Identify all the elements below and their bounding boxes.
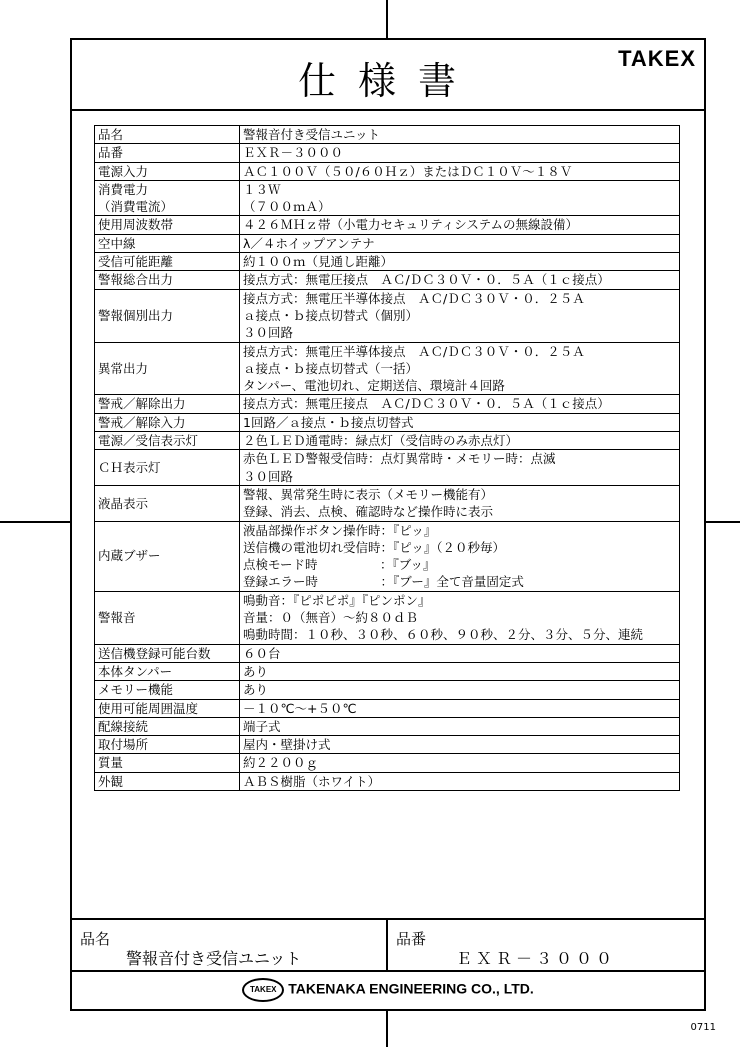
spec-label-line: ＣＨ表示灯: [98, 459, 161, 475]
crop-mark-top: [386, 0, 388, 38]
spec-label-line: 液晶表示: [98, 495, 149, 511]
spec-row: [95, 271, 680, 289]
spec-label: [95, 591, 240, 644]
spec-label-line: 品番: [98, 145, 124, 161]
spec-label-line: 送信機登録可能台数: [98, 645, 211, 661]
spec-label: [95, 699, 240, 717]
spec-label-line: 電源入力: [98, 163, 149, 179]
company-line: [70, 978, 706, 1002]
spec-row: [95, 699, 680, 717]
spec-value: [240, 413, 680, 431]
spec-row: [95, 395, 680, 413]
spec-value-line: ４２６ＭＨｚ帯（小電力セキュリティシステムの無線設備）: [243, 217, 579, 233]
spec-row: [95, 450, 680, 486]
spec-label-line: 内蔵ブザー: [98, 548, 161, 564]
spec-label-line: 本体タンパー: [98, 663, 173, 679]
spec-value: [240, 234, 680, 252]
spec-value-line: 音量：０（無音）～約８０ｄＢ: [243, 610, 419, 626]
spec-row: [95, 662, 680, 680]
spec-table: [94, 125, 680, 791]
document-code: 0711: [690, 1022, 716, 1033]
spec-label: [95, 413, 240, 431]
spec-label-line: 異常出力: [98, 360, 149, 376]
spec-value: [240, 662, 680, 680]
crop-mark-bottom: [386, 1011, 388, 1047]
spec-value: [240, 432, 680, 450]
brand-logo: TAKEX: [618, 46, 696, 71]
spec-value: [240, 681, 680, 699]
spec-label: [95, 216, 240, 234]
spec-row: [95, 144, 680, 162]
spec-row: [95, 180, 680, 216]
spec-value-line: 液晶部操作ボタン操作時：『ピッ』: [243, 522, 437, 538]
spec-value-line: ａ接点・ｂ接点切替式（個別）: [243, 307, 419, 323]
spec-label-line: 使用周波数帯: [98, 217, 174, 233]
spec-value: [240, 289, 680, 342]
spec-row: [95, 521, 680, 591]
spec-row: [95, 253, 680, 271]
spec-value-line: タンパー、電池切れ、定期送信、環境計４回路: [243, 378, 505, 394]
footer-number-box: [386, 918, 706, 972]
spec-label: [95, 180, 240, 216]
spec-label-line: 外観: [98, 773, 124, 789]
spec-value: [240, 736, 680, 754]
spec-value-line: 接点方式：無電圧接点 ＡＣ/ＤＣ３０Ｖ・０．５Ａ（１ｃ接点）: [243, 396, 610, 412]
spec-value: [240, 271, 680, 289]
spec-label-line: 品名: [98, 127, 124, 142]
spec-value: [240, 216, 680, 234]
spec-value-line: 約１００ｍ（見通し距離）: [243, 254, 394, 270]
spec-label: [95, 162, 240, 180]
spec-value-line: ＡＣ１００Ｖ（５０/６０Ｈｚ）またはＤＣ１０Ｖ～１８Ｖ: [243, 163, 573, 179]
spec-value: [240, 450, 680, 486]
title-row: [72, 40, 704, 111]
spec-value-line: 1回路／ａ接点・ｂ接点切替式: [243, 414, 414, 430]
spec-label-line: （消費電流）: [98, 199, 174, 215]
spec-label-line: 空中線: [98, 235, 136, 251]
spec-value: [240, 754, 680, 772]
spec-value-line: 警報、異常発生時に表示（メモリー機能有）: [243, 486, 494, 502]
spec-row: [95, 162, 680, 180]
spec-value-line: －１０℃～+５０℃: [243, 700, 357, 716]
spec-row: [95, 216, 680, 234]
spec-value-line: λ／４ホイップアンテナ: [243, 235, 375, 251]
spec-label: [95, 126, 240, 144]
spec-value-line: 登録エラー時 ：『ブー』全て音量固定式: [243, 574, 524, 590]
spec-value-line: 鳴動時間：１０秒、３０秒、６０秒、９０秒、２分、３分、５分、連続: [243, 627, 644, 643]
footer: [70, 918, 706, 1011]
spec-row: [95, 234, 680, 252]
spec-label: [95, 432, 240, 450]
spec-label: [95, 521, 240, 591]
footer-number-value: ＥＸＲ－３０００: [456, 949, 617, 968]
spec-value-line: 警報音付き受信ユニット: [243, 127, 381, 142]
spec-row: [95, 591, 680, 644]
spec-row: [95, 485, 680, 521]
spec-value-line: （７００ｍＡ）: [243, 199, 331, 215]
spec-value: [240, 180, 680, 216]
spec-row: [95, 126, 680, 144]
spec-value: [240, 772, 680, 790]
spec-value-line: 送信機の電池切れ受信時：『ピッ』（２０秒毎）: [243, 539, 506, 555]
spec-value-line: 点検モード時 ：『ブッ』: [243, 557, 436, 573]
spec-value-line: １３Ｗ: [243, 181, 281, 197]
spec-value: [240, 126, 680, 144]
footer-name-box: [70, 918, 388, 972]
spec-label: [95, 662, 240, 680]
spec-label: [95, 717, 240, 735]
spec-label: [95, 754, 240, 772]
spec-label-line: 質量: [98, 755, 124, 771]
footer-name-value: 警報音付き受信ユニット: [126, 949, 302, 968]
spec-value: [240, 144, 680, 162]
company-name: TAKENAKA ENGINEERING CO., LTD.: [288, 980, 534, 997]
spec-row: [95, 289, 680, 342]
footer-name-label: 品名: [80, 930, 111, 948]
spec-label-line: 警戒／解除出力: [98, 396, 186, 412]
spec-label: [95, 644, 240, 662]
spec-label-line: 受信可能距離: [98, 254, 174, 270]
spec-value-line: ６０台: [243, 645, 281, 661]
spec-row: [95, 681, 680, 699]
spec-label: [95, 234, 240, 252]
spec-value-line: あり: [243, 682, 269, 698]
spec-label: [95, 772, 240, 790]
spec-value-line: ３０回路: [243, 325, 294, 341]
spec-label-line: 警戒／解除入力: [98, 414, 186, 430]
spec-value-line: 屋内・壁掛け式: [243, 737, 331, 753]
spec-value-line: 接点方式：無電圧半導体接点 ＡＣ/ＤＣ３０Ｖ・０．２５Ａ: [243, 290, 585, 306]
spec-row: [95, 754, 680, 772]
crop-mark-right: [706, 521, 740, 523]
spec-value: [240, 395, 680, 413]
spec-value: [240, 162, 680, 180]
spec-label-line: 配線接続: [98, 718, 149, 734]
spec-row: [95, 717, 680, 735]
spec-row: [95, 644, 680, 662]
spec-value: [240, 342, 680, 395]
footer-number-label: 品番: [396, 930, 427, 948]
company-logo: TAKEX: [242, 978, 284, 1002]
spec-label-line: 警報音: [98, 610, 136, 626]
spec-value: [240, 699, 680, 717]
spec-value: [240, 591, 680, 644]
spec-value: [240, 717, 680, 735]
spec-value-line: ａ接点・ｂ接点切替式（一括）: [243, 360, 419, 376]
spec-row: [95, 413, 680, 431]
spec-label: [95, 395, 240, 413]
spec-value-line: 端子式: [243, 718, 281, 734]
spec-label: [95, 271, 240, 289]
spec-label: [95, 144, 240, 162]
spec-row: [95, 736, 680, 754]
spec-label-line: 取付場所: [98, 737, 149, 753]
spec-value-line: ２色ＬＥＤ通電時：緑点灯（受信時のみ赤点灯）: [243, 433, 519, 449]
spec-value: [240, 644, 680, 662]
spec-value-line: 接点方式：無電圧半導体接点 ＡＣ/ＤＣ３０Ｖ・０．２５Ａ: [243, 343, 585, 359]
spec-row: [95, 342, 680, 395]
spec-value-line: 登録、消去、点検、確認時など操作時に表示: [243, 504, 494, 520]
spec-value-line: ＥＸＲ－３０００: [243, 145, 344, 161]
spec-label-line: 消費電力: [98, 181, 149, 197]
spec-value-line: ＡＢＳ樹脂（ホワイト）: [243, 773, 381, 789]
spec-value-line: ３０回路: [243, 468, 294, 484]
spec-label: [95, 681, 240, 699]
spec-value-line: 接点方式：無電圧接点 ＡＣ/ＤＣ３０Ｖ・０．５Ａ（１ｃ接点）: [243, 272, 610, 288]
spec-value-line: 赤色ＬＥＤ警報受信時：点灯異常時・メモリー時：点滅: [243, 451, 556, 467]
spec-label-line: 警報総合出力: [98, 272, 174, 288]
spec-label-line: 使用可能周囲温度: [98, 700, 199, 716]
spec-label-line: 警報個別出力: [98, 307, 174, 323]
spec-label-line: 電源／受信表示灯: [98, 433, 199, 449]
spec-value-line: あり: [243, 663, 269, 679]
spec-label: [95, 342, 240, 395]
spec-label-line: メモリー機能: [98, 682, 174, 698]
spec-value-line: 約２２００ｇ: [243, 755, 319, 771]
spec-value: [240, 485, 680, 521]
spec-label: [95, 289, 240, 342]
spec-label: [95, 450, 240, 486]
page-title: 仕様書: [297, 59, 478, 103]
spec-label: [95, 736, 240, 754]
spec-label: [95, 253, 240, 271]
spec-row: [95, 772, 680, 790]
spec-value: [240, 253, 680, 271]
spec-row: [95, 432, 680, 450]
crop-mark-left: [0, 521, 70, 523]
spec-value: [240, 521, 680, 591]
spec-value-line: 鳴動音：『ピポピポ』『ピンポン』: [243, 592, 431, 608]
spec-label: [95, 485, 240, 521]
